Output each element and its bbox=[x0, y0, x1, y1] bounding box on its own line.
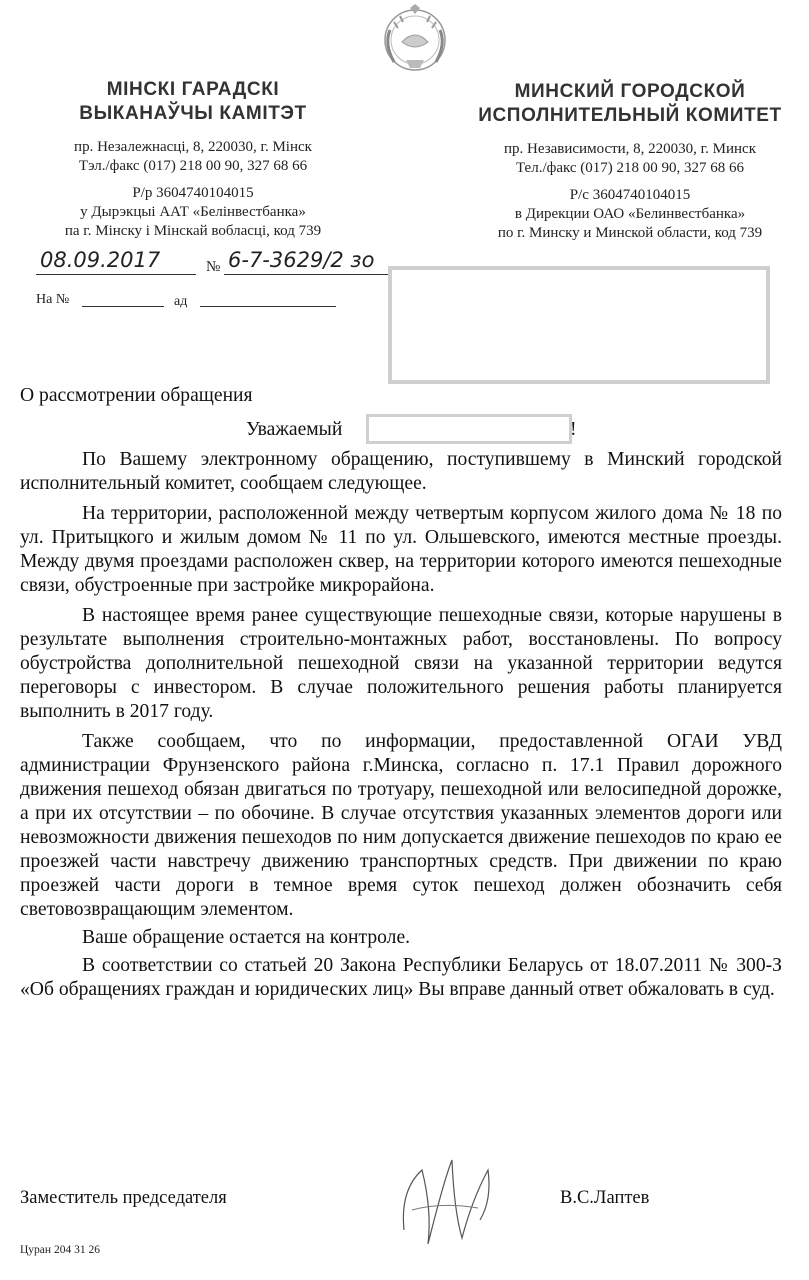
signature-name: В.С.Лаптев bbox=[560, 1188, 650, 1208]
address-by: пр. Незалежнасці, 8, 220030, г. Мінск bbox=[74, 139, 312, 155]
salutation: Уважаемый bbox=[246, 419, 343, 440]
header-right bbox=[455, 80, 805, 243]
paragraph-4: Также сообщаем, что по информации, предоставленной ОГАИ УВД администрации Фрунзенского района г.Минска, согласно п. 17.1 Правил дорожного движения пешеход обязан двигаться по тротуару, пешеходной или велосипедной дорожке, а при их отсутствии – по обочине. В случае отсутствия указанных элементов дороги или невозможности движения пешеходов по ним допускается движение пешеходов по краю ее проезжей части навстречу движению транспортных средств. При движении по краю проезжей части дороги в темное время суток пешеход должен обозначить себя световозвращающим элементом. bbox=[20, 731, 782, 920]
paragraph-2: На территории, расположенной между четвертым корпусом жилого дома № 18 по ул. Притыцкого и жилым домом № 11 по ул. Ольшевского, имеются местные проезды. Между двумя проездами расположен сквер, на территории которого имеются пешеходные связи, обустроенные при застройке микрорайона. bbox=[20, 503, 782, 596]
org-name-ru-line2: ИСПОЛНИТЕЛЬНЫЙ КОМИТЕТ bbox=[478, 105, 782, 126]
account-ru: Р/с 3604740104015 bbox=[569, 187, 691, 203]
paragraph-5: Ваше обращение остается на контроле. bbox=[82, 927, 411, 948]
reply-label: На № bbox=[36, 292, 70, 307]
bank-by: у Дырэкцыі ААТ «Белінвестбанка» bbox=[80, 204, 306, 220]
ref-date: 08.09.2017 bbox=[40, 248, 161, 272]
ref-number-underline bbox=[224, 274, 402, 275]
from-label: ад bbox=[174, 294, 188, 309]
ref-date-underline bbox=[36, 274, 196, 275]
subject: О рассмотрении обращения bbox=[20, 385, 253, 406]
paragraph-3: В настоящее время ранее существующие пешеходные связи, которые нарушены в результате выполнения строительно-монтажных работ, восстановлены. По вопросу обустройства дополнительной пешеходной связи на указанной территории ведутся переговоры с инвестором. В случае положительного решения работы планируется выполнить в 2017 году. bbox=[20, 605, 782, 722]
reply-number-line bbox=[82, 306, 164, 307]
header-left bbox=[28, 78, 358, 241]
paragraph-1: По Вашему электронному обращению, поступившему в Минский городской исполнительный комитет, сообщаем следующее. bbox=[20, 449, 782, 494]
region-by: па г. Мінску і Мінскай вобласці, код 739 bbox=[64, 223, 322, 239]
executor-footer: Цуран 204 31 26 bbox=[20, 1244, 100, 1256]
handwritten-signature bbox=[392, 1150, 502, 1250]
account-by: Р/р 3604740104015 bbox=[132, 185, 254, 201]
phone-ru: Тел./факс (017) 218 00 90, 327 68 66 bbox=[515, 160, 745, 176]
ref-number-label: № bbox=[206, 259, 221, 275]
paragraph-6: В соответствии со статьей 20 Закона Республики Беларусь от 18.07.2011 № 300-З «Об обращениях граждан и юридических лиц» Вы вправе данный ответ обжаловать в суд. bbox=[20, 955, 782, 1000]
bank-ru: в Дирекции ОАО «Белинвестбанка» bbox=[514, 206, 746, 222]
recipient-redacted bbox=[388, 266, 770, 384]
org-name-ru-line1: МИНСКИЙ ГОРОДСКОЙ bbox=[514, 81, 746, 102]
org-name-by-line1: МІНСКІ ГАРАДСКІ bbox=[106, 79, 280, 100]
signature-position: Заместитель председателя bbox=[20, 1188, 227, 1208]
salutation-name-redacted bbox=[366, 414, 572, 444]
org-name-by-line2: ВЫКАНАЎЧЫ КАМІТЭТ bbox=[79, 103, 307, 124]
state-emblem-icon bbox=[376, 4, 454, 74]
address-ru: пр. Независимости, 8, 220030, г. Минск bbox=[504, 141, 756, 157]
reply-date-line bbox=[200, 306, 336, 307]
phone-by: Тэл./факс (017) 218 00 90, 327 68 66 bbox=[78, 158, 308, 174]
ref-number: 6-7-3629/2 зо bbox=[228, 248, 375, 272]
salutation-end: ! bbox=[570, 419, 577, 440]
letter-body bbox=[20, 448, 782, 1002]
region-ru: по г. Минску и Минской области, код 739 bbox=[497, 225, 763, 241]
